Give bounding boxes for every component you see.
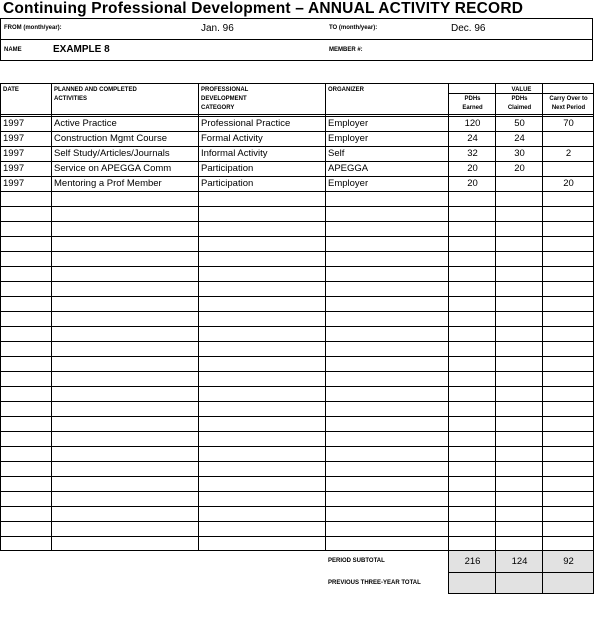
row-2-date[interactable]: 1997: [3, 133, 25, 144]
header-earned: [449, 95, 496, 113]
row-1-category[interactable]: Professional Practice: [201, 118, 291, 129]
row-line: [0, 416, 594, 417]
row-line: [0, 191, 594, 192]
page-title: Continuing Professional Development – ANNUAL ACTIVITY RECORD: [3, 0, 524, 17]
row-3-earned[interactable]: 32: [467, 148, 478, 159]
row-line: [0, 206, 594, 207]
row-line: [0, 281, 594, 282]
to-label: TO (month/year):: [329, 25, 378, 31]
row-line: [0, 251, 594, 252]
header-category-line2: DEVELOPMENT: [201, 96, 247, 102]
row-line: [0, 386, 594, 387]
row-3-organizer[interactable]: Self: [328, 148, 345, 159]
row-line: [0, 114, 594, 115]
row-2-claimed[interactable]: 24: [514, 133, 525, 144]
row-line: [0, 221, 594, 222]
three-year-label: PREVIOUS THREE-YEAR TOTAL: [328, 580, 421, 586]
row-line: [0, 83, 594, 84]
subtotal-carry: 92: [563, 556, 574, 567]
row-line: [0, 236, 594, 237]
row-line: [0, 491, 594, 492]
header-claimed: [496, 95, 543, 113]
row-1-earned[interactable]: 120: [464, 118, 481, 129]
row-line: [0, 476, 594, 477]
row-5-earned[interactable]: 20: [467, 178, 478, 189]
row-4-claimed[interactable]: 20: [514, 163, 525, 174]
row-5-category[interactable]: Participation: [201, 178, 254, 189]
from-field[interactable]: Jan. 96: [201, 23, 234, 34]
row-line: [0, 266, 594, 267]
row-4-organizer[interactable]: APEGGA: [328, 163, 369, 174]
header-claimed-line1: PDHs: [511, 96, 528, 102]
row-line: [0, 341, 594, 342]
value-subheader-line: [448, 93, 594, 94]
row-line: [0, 401, 594, 402]
header-activities: [54, 86, 137, 104]
header-earned-line2: Earned: [462, 105, 483, 111]
header-organizer: ORGANIZER: [328, 87, 364, 93]
header-date: DATE: [3, 87, 19, 93]
column-line: [51, 83, 52, 550]
row-2-category[interactable]: Formal Activity: [201, 133, 263, 144]
row-3-claimed[interactable]: 30: [514, 148, 525, 159]
row-1-organizer[interactable]: Employer: [328, 118, 369, 129]
row-line: [0, 446, 594, 447]
member-label: MEMBER #:: [329, 47, 363, 53]
row-4-activity[interactable]: Service on APEGGA Comm: [54, 163, 172, 174]
row-line: [0, 431, 594, 432]
header-earned-line1: PDHs: [464, 96, 481, 102]
row-line: [0, 461, 594, 462]
row-4-category[interactable]: Participation: [201, 163, 254, 174]
row-4-date[interactable]: 1997: [3, 163, 25, 174]
header-activities-line1: PLANNED AND COMPLETED: [54, 87, 137, 93]
row-line: [0, 311, 594, 312]
row-3-date[interactable]: 1997: [3, 148, 25, 159]
row-line: [0, 506, 594, 507]
header-claimed-line2: Claimed: [507, 105, 532, 111]
row-2-organizer[interactable]: Employer: [328, 133, 369, 144]
subtotal-earned: 216: [464, 556, 481, 567]
three-year-divider-1: [495, 572, 496, 594]
row-5-activity[interactable]: Mentoring a Prof Member: [54, 178, 162, 189]
row-1-carry[interactable]: 70: [563, 118, 574, 129]
row-line: [0, 356, 594, 357]
column-line: [198, 83, 199, 550]
row-5-date[interactable]: 1997: [3, 178, 25, 189]
from-label: FROM (month/year):: [4, 25, 62, 31]
header-box: [0, 18, 593, 61]
three-year-divider-2: [542, 572, 543, 594]
header-carry-line2: Next Period: [551, 105, 586, 111]
row-line: [0, 296, 594, 297]
header-category-line1: PROFESSIONAL: [201, 87, 249, 93]
header-carry: [543, 95, 594, 113]
header-category-line3: CATEGORY: [201, 105, 235, 111]
row-1-claimed[interactable]: 50: [514, 118, 525, 129]
header-divider: [1, 39, 592, 40]
header-value: VALUE: [511, 87, 532, 93]
header-activities-line2: ACTIVITIES: [54, 96, 88, 102]
activity-table: [0, 83, 594, 550]
column-line: [0, 83, 1, 550]
row-5-organizer[interactable]: Employer: [328, 178, 369, 189]
row-line: [0, 521, 594, 522]
row-3-category[interactable]: Informal Activity: [201, 148, 268, 159]
column-line: [325, 83, 326, 550]
row-2-activity[interactable]: Construction Mgmt Course: [54, 133, 167, 144]
row-1-date[interactable]: 1997: [3, 118, 25, 129]
row-line: [0, 536, 594, 537]
name-label: NAME: [4, 47, 22, 53]
subtotal-label: PERIOD SUBTOTAL: [328, 558, 385, 564]
row-4-earned[interactable]: 20: [467, 163, 478, 174]
name-field[interactable]: EXAMPLE 8: [53, 44, 110, 55]
row-2-earned[interactable]: 24: [467, 133, 478, 144]
header-category: [201, 86, 248, 113]
subtotal-claimed: 124: [511, 556, 528, 567]
header-carry-line1: Carry Over to: [549, 96, 588, 102]
to-field[interactable]: Dec. 96: [451, 23, 486, 34]
row-5-carry[interactable]: 20: [563, 178, 574, 189]
row-line: [0, 371, 594, 372]
row-line: [0, 326, 594, 327]
row-1-activity[interactable]: Active Practice: [54, 118, 117, 129]
row-3-carry[interactable]: 2: [565, 148, 572, 159]
three-year-box: [448, 572, 594, 594]
row-3-activity[interactable]: Self Study/Articles/Journals: [54, 148, 170, 159]
